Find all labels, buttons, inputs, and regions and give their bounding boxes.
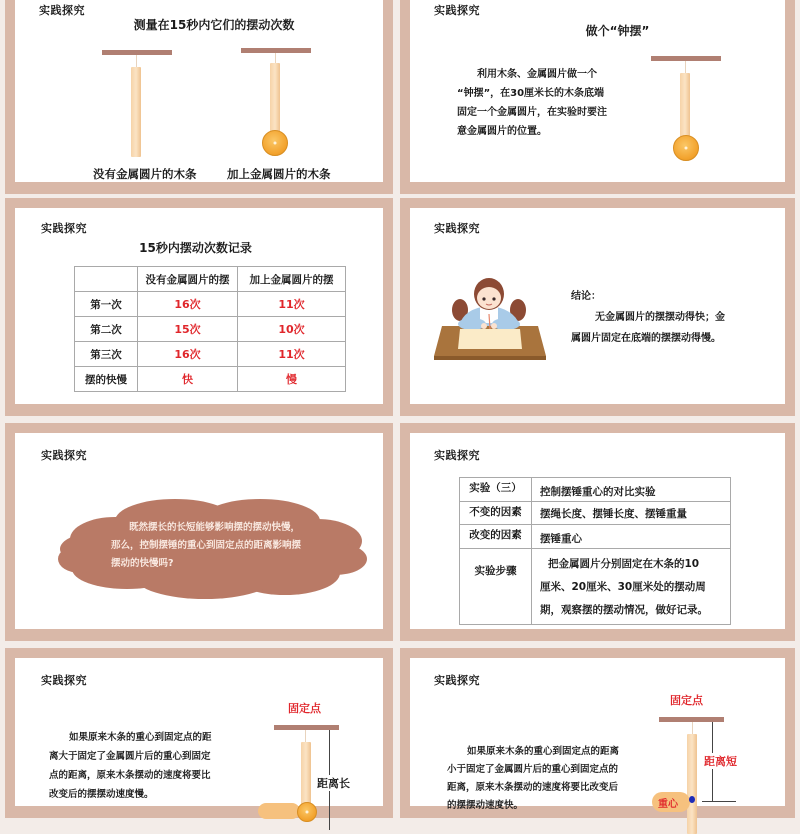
table-header-cell: [75, 267, 138, 292]
table-header-row: [75, 267, 346, 292]
caption-with-disc: 加上金属圆片的木条: [227, 167, 331, 181]
text-line: 的摆摆动速度快。: [447, 800, 524, 811]
text-line: 距离，原来木条摆动的速度将要比改变后: [447, 782, 619, 793]
row-value: 控制摆锤重心的对比实验: [532, 478, 731, 502]
slide-8[interactable]: [400, 648, 795, 818]
conclusion-block: [571, 286, 771, 349]
string: [136, 55, 137, 67]
string: [685, 61, 686, 73]
text-line: 厘米、20厘米、30厘米处的摆动周: [540, 581, 706, 593]
slide-title: 实践探究: [434, 222, 480, 235]
support-bar: [102, 50, 172, 55]
text-line: 意金属圆片的位置。: [457, 126, 547, 137]
steps-cell: [532, 549, 731, 625]
text-line: “钟摆”，在30厘米长的木条底端: [457, 88, 605, 99]
distance-tick: [702, 801, 736, 802]
table-row: [460, 478, 731, 502]
support-bar: [651, 56, 721, 61]
string: [275, 53, 276, 63]
slide-title: 实践探究: [41, 674, 87, 687]
girl-writing-illustration: [434, 274, 549, 364]
table-row: [75, 292, 346, 317]
distance-short-label: 距离短: [704, 755, 737, 768]
table-row: [75, 367, 346, 392]
slide-6[interactable]: [400, 423, 795, 641]
slide-title: 实践探究: [434, 449, 480, 462]
slide-5[interactable]: [5, 423, 393, 641]
conclusion-line: 无金属圆片的摆摆动得快；金: [595, 312, 725, 323]
distance-long-label: 距离长: [317, 777, 350, 790]
metal-disc-icon: [262, 130, 288, 156]
metal-disc-icon: [673, 135, 699, 161]
text-line: 改变后的摆摆动速度慢。: [49, 789, 154, 800]
string: [692, 722, 693, 734]
fixed-point-label: 固定点: [288, 702, 321, 715]
center-of-gravity-cloud-icon: [258, 803, 300, 819]
row-label: 第一次: [75, 292, 138, 317]
text-line: 离大于固定了金属圆片后的重心到固定: [49, 751, 211, 762]
girl-at-desk-icon: [434, 274, 549, 364]
text-line: 既然摆长的长短能够影响摆的摆动快慢，: [129, 522, 301, 533]
row-label: 改变的因素: [460, 525, 532, 549]
conclusion-label: 结论：: [571, 291, 601, 302]
slide-title: 实践探究: [41, 449, 87, 462]
table-row: [75, 342, 346, 367]
slide-3[interactable]: [5, 198, 393, 416]
slide-7[interactable]: [5, 648, 393, 818]
conclusion-line: 属圆片固定在底端的摆摆动得慢。: [571, 333, 721, 344]
text-line: 小于固定了金属圆片后的重心到固定点的: [447, 764, 619, 775]
caption-without-disc: 没有金属圆片的木条: [93, 167, 197, 181]
table-row: [75, 317, 346, 342]
row-label: 第二次: [75, 317, 138, 342]
slide-heading: 测量在15秒内它们的摆动次数: [133, 18, 295, 32]
row-value: 摆锤重心: [532, 525, 731, 549]
table-header-cell: 加上金属圆片的摆: [238, 267, 346, 292]
count-cell: 16次: [138, 292, 238, 317]
description-paragraph: [457, 65, 637, 141]
text-line: 如果原来木条的重心到固定点的距: [69, 732, 212, 743]
metal-disc-icon: [297, 802, 317, 822]
support-bar: [241, 48, 311, 53]
text-line: 利用木条、金属圆片做一个: [477, 69, 597, 80]
text-line: 如果原来木条的重心到固定点的距离: [467, 746, 620, 757]
count-cell: 11次: [238, 292, 346, 317]
row-label: 实验（三）: [460, 478, 532, 502]
slide-1[interactable]: [5, 0, 393, 194]
text-line: 固定一个金属圆片，在实验时要注: [457, 107, 607, 118]
slide-title: 实践探究: [41, 222, 87, 235]
slide-heading: 15秒内摆动次数记录: [139, 241, 252, 255]
slide-title: 实践探究: [434, 4, 480, 17]
speed-cell: 慢: [238, 367, 346, 392]
slide-2[interactable]: [400, 0, 795, 194]
count-cell: 16次: [138, 342, 238, 367]
table-row: [460, 502, 731, 525]
count-cell: 10次: [238, 317, 346, 342]
row-label: 实验步骤: [460, 549, 532, 625]
slide-4[interactable]: [400, 198, 795, 416]
speed-cell: 快: [138, 367, 238, 392]
string: [305, 730, 306, 742]
text-line: 那么，控制摆锤的重心到固定点的距离影响摆: [111, 540, 302, 551]
count-cell: 11次: [238, 342, 346, 367]
table-row: [460, 549, 731, 625]
row-label: 第三次: [75, 342, 138, 367]
slide-title: 实践探究: [39, 4, 85, 17]
explanation-paragraph: [49, 728, 239, 804]
experiment-table: [459, 477, 731, 625]
table-row: [460, 525, 731, 549]
row-label: 摆的快慢: [75, 367, 138, 392]
row-label: 不变的因素: [460, 502, 532, 525]
text-line: 点的距离，原来木条摆动的速度将要比: [49, 770, 211, 781]
wooden-stick: [687, 734, 697, 834]
text-line: 期，观察摆的摆动情况，做好记录。: [540, 604, 708, 616]
explanation-paragraph: [447, 743, 647, 815]
text-line: 把金属圆片分别固定在木条的10: [548, 558, 700, 570]
center-of-gravity-dot-icon: [689, 796, 695, 803]
swing-count-table: [74, 266, 346, 392]
fixed-point-label: 固定点: [670, 694, 703, 707]
cloud-question: [111, 519, 321, 573]
slide-title: 实践探究: [434, 674, 480, 687]
slide-heading: 做个“钟摆”: [585, 24, 650, 38]
wooden-stick: [131, 67, 141, 157]
count-cell: 15次: [138, 317, 238, 342]
table-header-cell: 没有金属圆片的摆: [138, 267, 238, 292]
center-of-gravity-label: 重心: [658, 799, 678, 810]
text-line: 摆动的快慢吗?: [111, 558, 174, 569]
row-value: 摆绳长度、摆锤长度、摆锤重量: [532, 502, 731, 525]
